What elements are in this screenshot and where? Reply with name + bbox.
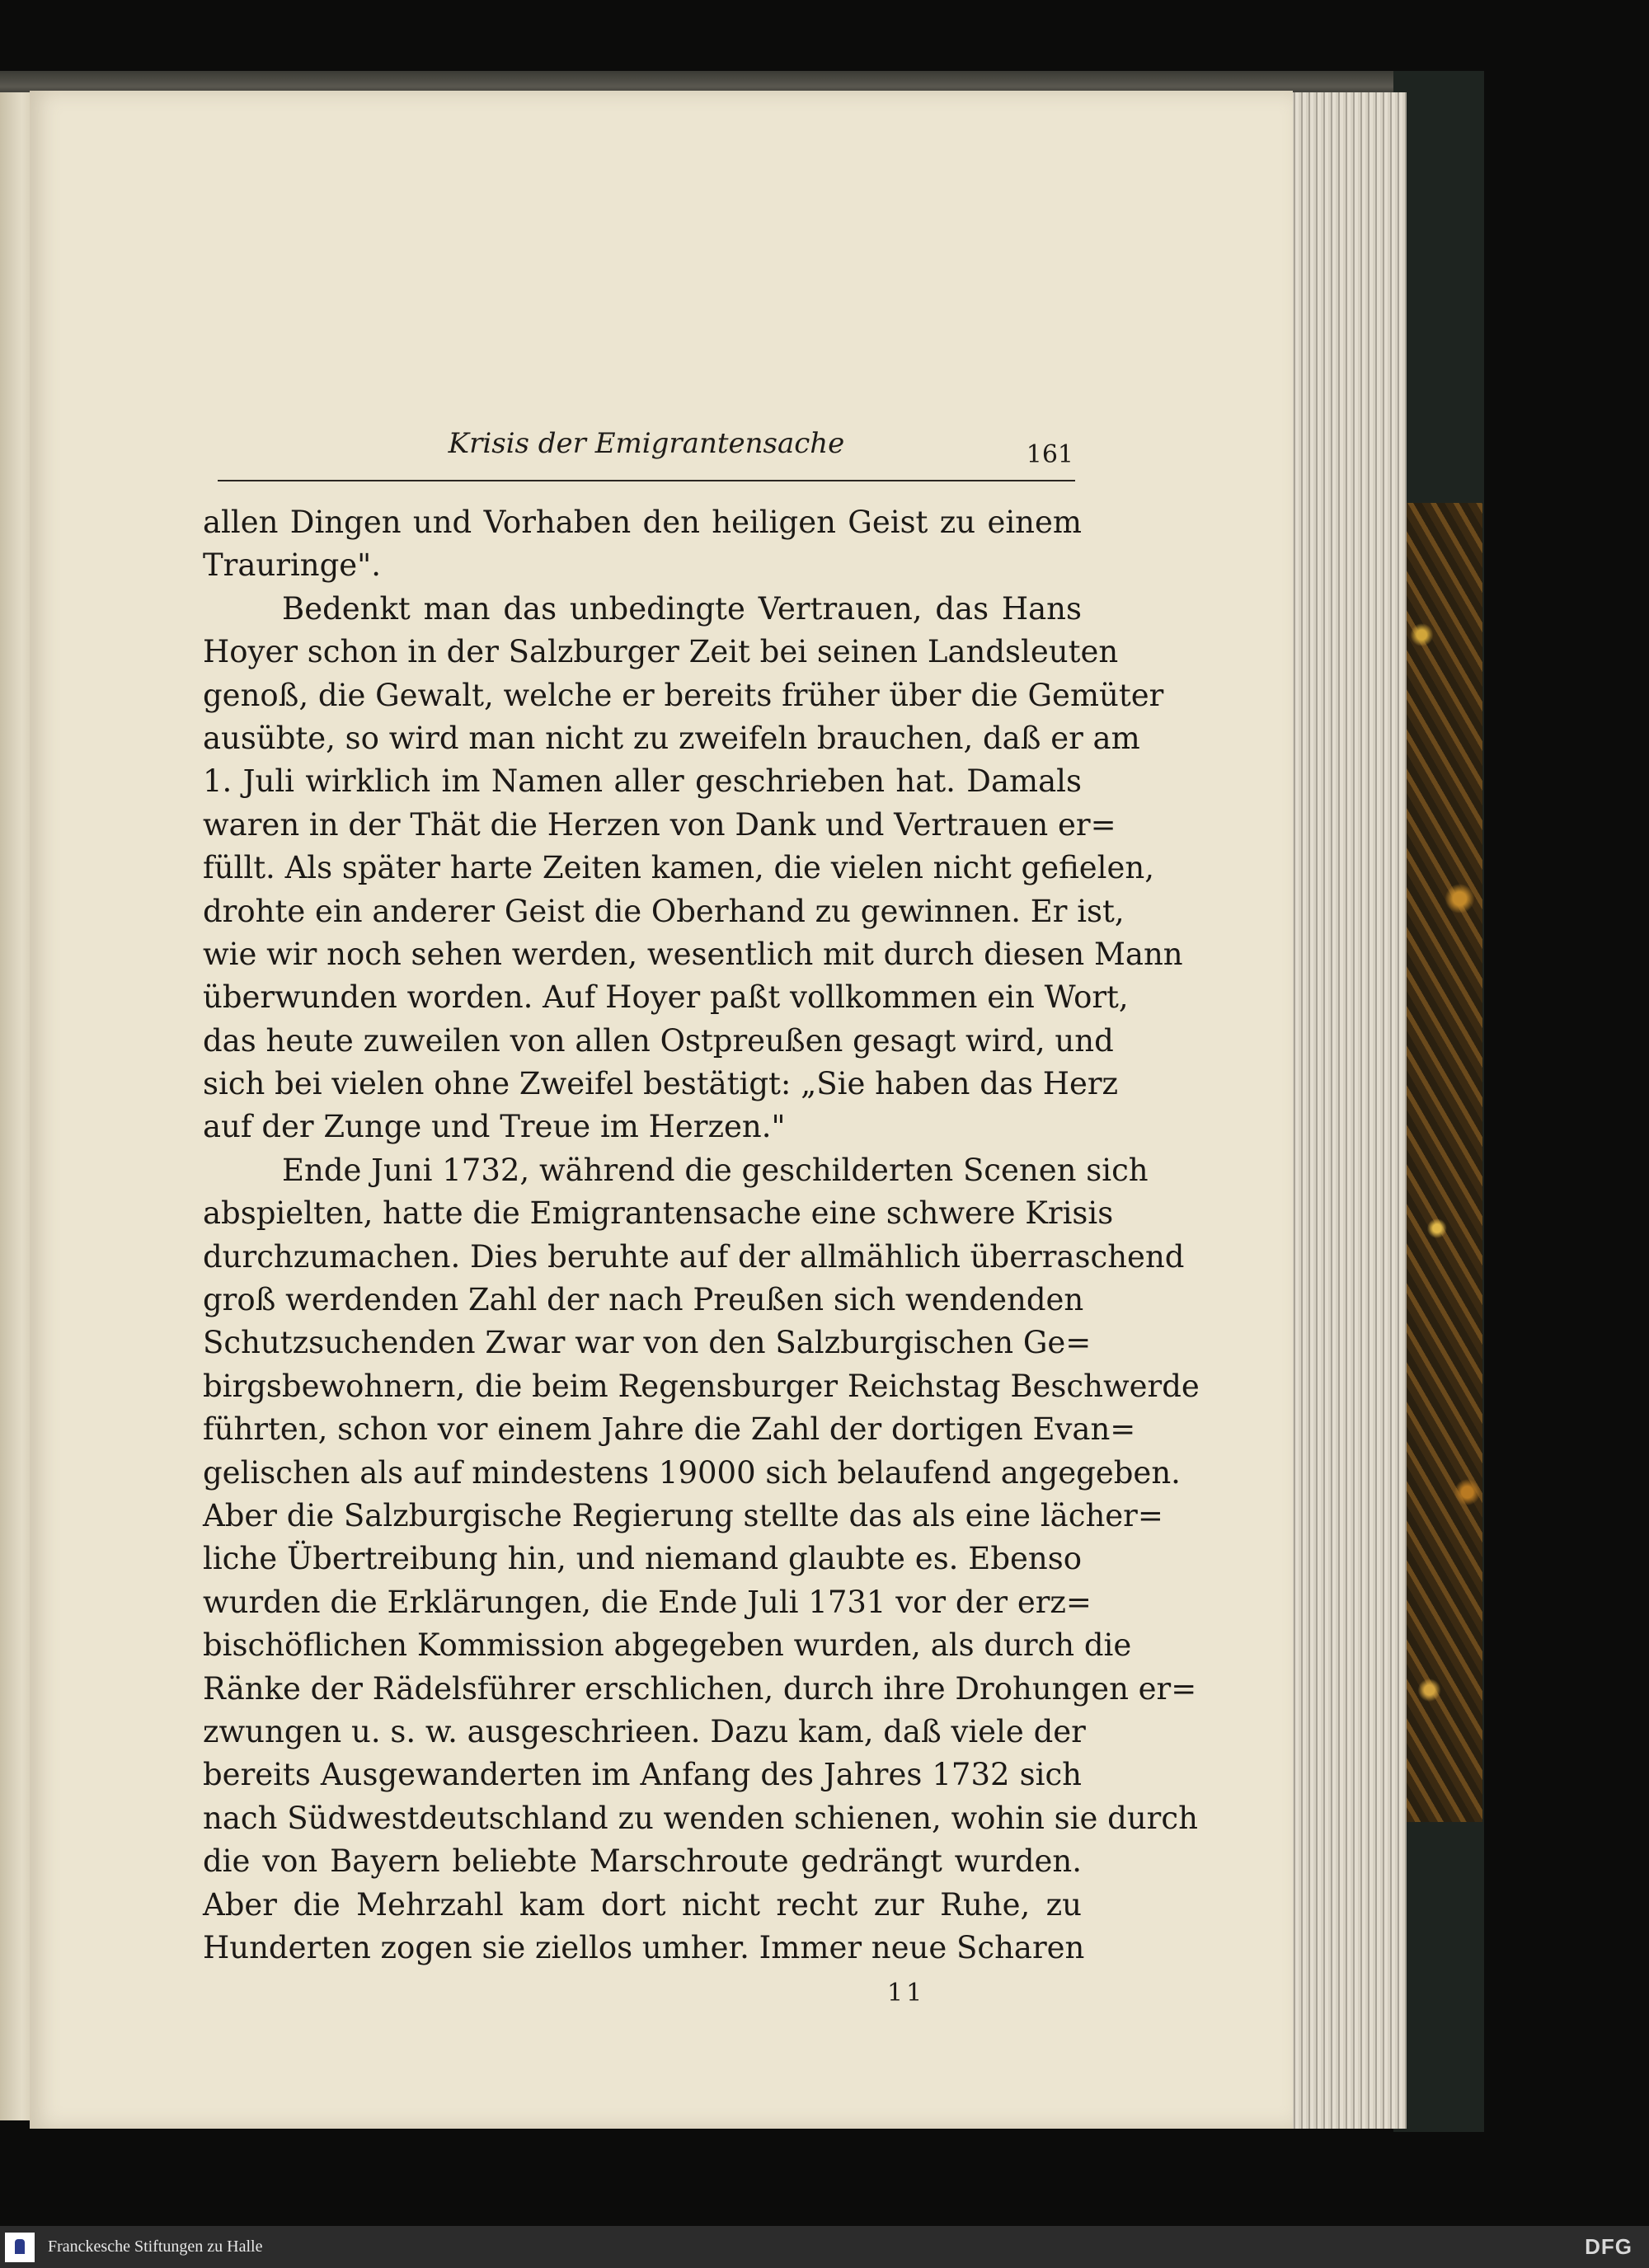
text-line: abspielten, hatte die Emigrantensache eine schwere Krisis (203, 1195, 1114, 1232)
text-line: Hoyer schon in der Salzburger Zeit bei seinen Landsleuten (203, 634, 1119, 670)
text-line: die von Bayern beliebte Marschroute gedrängt wurden. (203, 1843, 1082, 1880)
left-page-edge (0, 92, 33, 2120)
text-line: überwunden worden. Auf Hoyer paßt vollkommen ein Wort, (203, 979, 1129, 1016)
page-edges (1291, 92, 1407, 2129)
text-line: waren in der Thät die Herzen von Dank und Vertrauen er= (203, 806, 1116, 843)
text-line: zwungen u. s. w. ausgeschrieen. Dazu kam, daß viele der (203, 1713, 1086, 1749)
text-line: genoß, die Gewalt, welche er bereits früher über die Gemüter (203, 677, 1164, 713)
text-line: sich bei vielen ohne Zweifel bestätigt: „Sie haben das Herz (203, 1066, 1119, 1102)
text-line: gelischen als auf mindestens 19000 sich belaufend angegeben. (203, 1454, 1181, 1491)
text-line: auf der Zunge und Treue im Herzen." (203, 1109, 786, 1145)
text-line: nach Südwestdeutschland zu wenden schienen, wohin sie durch (203, 1800, 1198, 1836)
signature-mark: 11 (887, 1979, 926, 2007)
text-line: allen Dingen und Vorhaben den heiligen Geist zu einem (203, 505, 1082, 540)
text-line: führten, schon vor einem Jahre die Zahl der dortigen Evan= (203, 1411, 1136, 1448)
text-line: drohte ein anderer Geist die Oberhand zu gewinnen. Er ist, (203, 893, 1125, 929)
text-line: ausübte, so wird man nicht zu zweifeln brauchen, daß er am (203, 720, 1140, 756)
text-line: wie wir noch sehen werden, wesentlich mit durch diesen Mann (203, 936, 1183, 972)
text-line: wurden die Erklärungen, die Ende Juli 1731 vor der erz= (203, 1584, 1092, 1620)
text-line: das heute zuweilen von allen Ostpreußen gesagt wird, und (203, 1022, 1114, 1059)
text-line: Trauringe". (203, 547, 381, 584)
text-line: groß werdenden Zahl der nach Preußen sich wendenden (203, 1282, 1084, 1318)
text-line: füllt. Als später harte Zeiten kamen, die vielen nicht gefielen, (203, 850, 1154, 886)
text-body (203, 501, 1200, 1970)
running-title: Krisis der Emigrantensache (448, 427, 845, 460)
text-line: Bedenkt man das unbedingte Vertrauen, das Hans (282, 590, 1082, 627)
running-head (218, 422, 1075, 481)
text-line: durchzumachen. Dies beruhte auf der allmählich überraschend (203, 1238, 1185, 1275)
text-line: birgsbewohnern, die beim Regensburger Reichstag Beschwerde (203, 1368, 1200, 1404)
text-line: 1. Juli wirklich im Namen aller geschrieben hat. Damals (203, 763, 1082, 800)
dfg-logo: DFG (1585, 2234, 1633, 2259)
institution-logo-icon (5, 2233, 35, 2262)
text-line: liche Übertreibung hin, und niemand glaubte es. Ebenso (203, 1541, 1082, 1577)
text-line: Aber die Mehrzahl kam dort nicht recht zur Ruhe, zu (203, 1886, 1082, 1923)
text-line: bereits Ausgewanderten im Anfang des Jahres 1732 sich (203, 1757, 1082, 1793)
text-line: bischöflichen Kommission abgegeben wurden, als durch die (203, 1627, 1132, 1664)
book-page (30, 91, 1293, 2129)
institution-name: Franckesche Stiftungen zu Halle (48, 2237, 263, 2256)
text-line: Ränke der Rädelsführer erschlichen, durch ihre Drohungen er= (203, 1670, 1197, 1707)
marbled-cover (1407, 503, 1482, 1822)
text-line: Aber die Salzburgische Regierung stellte das als eine lächer= (203, 1497, 1163, 1533)
text-line: Ende Juni 1732, während die geschilderten Scenen sich (282, 1152, 1149, 1188)
page-number: 161 (1026, 440, 1073, 469)
footer-bar (0, 2226, 1649, 2268)
text-line: Schutzsuchenden Zwar war von den Salzburgischen Ge= (203, 1325, 1092, 1361)
text-line: Hunderten zogen sie ziellos umher. Immer neue Scharen (203, 1929, 1085, 1965)
